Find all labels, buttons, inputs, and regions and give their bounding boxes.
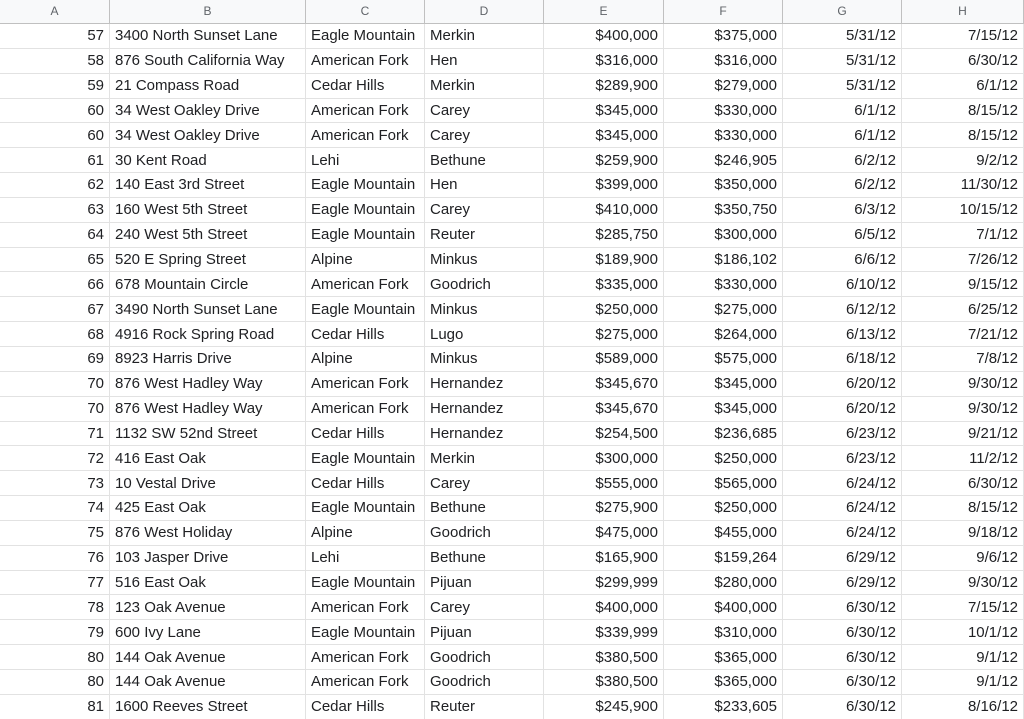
column-header-g[interactable]: G (783, 0, 902, 23)
cell-agent[interactable]: Goodrich (425, 670, 544, 694)
cell-agent[interactable]: Goodrich (425, 272, 544, 296)
cell-sale-price[interactable]: $330,000 (664, 272, 783, 296)
cell-row-id[interactable]: 67 (0, 297, 110, 321)
cell-sale-price[interactable]: $365,000 (664, 645, 783, 669)
cell-sale-date[interactable]: 6/25/12 (902, 297, 1024, 321)
cell-sale-price[interactable]: $350,750 (664, 198, 783, 222)
table-row (0, 645, 1024, 670)
cell-list-price[interactable]: $254,500 (544, 422, 664, 446)
cell-row-id[interactable]: 71 (0, 422, 110, 446)
cell-sale-date[interactable]: 8/16/12 (902, 695, 1024, 719)
cell-sale-price[interactable]: $345,000 (664, 397, 783, 421)
cell-agent[interactable]: Carey (425, 198, 544, 222)
cell-sale-date[interactable]: 7/1/12 (902, 223, 1024, 247)
cell-sale-date[interactable]: 10/1/12 (902, 620, 1024, 644)
cell-list-date[interactable]: 6/20/12 (783, 372, 902, 396)
cell-sale-date[interactable]: 6/1/12 (902, 74, 1024, 98)
cell-row-id[interactable]: 73 (0, 471, 110, 495)
cell-sale-date[interactable]: 9/21/12 (902, 422, 1024, 446)
cell-city[interactable]: Lehi (306, 546, 425, 570)
cell-list-price[interactable]: $589,000 (544, 347, 664, 371)
cell-list-date[interactable]: 5/31/12 (783, 24, 902, 48)
cell-address[interactable]: 1600 Reeves Street (110, 695, 306, 719)
cell-list-date[interactable]: 6/5/12 (783, 223, 902, 247)
cell-row-id[interactable]: 60 (0, 123, 110, 147)
cell-sale-price[interactable]: $246,905 (664, 148, 783, 172)
cell-city[interactable]: Cedar Hills (306, 422, 425, 446)
cell-list-price[interactable]: $555,000 (544, 471, 664, 495)
cell-list-price[interactable]: $165,900 (544, 546, 664, 570)
cell-row-id[interactable]: 81 (0, 695, 110, 719)
cell-sale-price[interactable]: $350,000 (664, 173, 783, 197)
cell-sale-price[interactable]: $279,000 (664, 74, 783, 98)
cell-city[interactable]: American Fork (306, 49, 425, 73)
cell-city[interactable]: Eagle Mountain (306, 571, 425, 595)
column-header-h[interactable]: H (902, 0, 1024, 23)
cell-list-price[interactable]: $275,900 (544, 496, 664, 520)
cell-sale-date[interactable]: 9/30/12 (902, 397, 1024, 421)
cell-list-date[interactable]: 5/31/12 (783, 74, 902, 98)
cell-address[interactable]: 34 West Oakley Drive (110, 123, 306, 147)
cell-list-price[interactable]: $299,999 (544, 571, 664, 595)
cell-sale-date[interactable]: 7/26/12 (902, 248, 1024, 272)
cell-agent[interactable]: Carey (425, 99, 544, 123)
cell-list-price[interactable]: $400,000 (544, 595, 664, 619)
cell-address[interactable]: 30 Kent Road (110, 148, 306, 172)
cell-list-date[interactable]: 5/31/12 (783, 49, 902, 73)
cell-list-date[interactable]: 6/24/12 (783, 471, 902, 495)
cell-sale-price[interactable]: $330,000 (664, 123, 783, 147)
cell-city[interactable]: Cedar Hills (306, 471, 425, 495)
cell-row-id[interactable]: 68 (0, 322, 110, 346)
cell-sale-date[interactable]: 9/30/12 (902, 571, 1024, 595)
cell-list-date[interactable]: 6/2/12 (783, 148, 902, 172)
cell-city[interactable]: Eagle Mountain (306, 446, 425, 470)
cell-sale-price[interactable]: $159,264 (664, 546, 783, 570)
cell-agent[interactable]: Reuter (425, 223, 544, 247)
cell-list-price[interactable]: $410,000 (544, 198, 664, 222)
cell-agent[interactable]: Merkin (425, 74, 544, 98)
cell-list-date[interactable]: 6/30/12 (783, 645, 902, 669)
cell-address[interactable]: 144 Oak Avenue (110, 670, 306, 694)
cell-address[interactable]: 8923 Harris Drive (110, 347, 306, 371)
cell-row-id[interactable]: 62 (0, 173, 110, 197)
cell-agent[interactable]: Merkin (425, 24, 544, 48)
cell-agent[interactable]: Pijuan (425, 571, 544, 595)
cell-sale-date[interactable]: 6/30/12 (902, 49, 1024, 73)
cell-city[interactable]: American Fork (306, 272, 425, 296)
cell-agent[interactable]: Hernandez (425, 422, 544, 446)
column-header-d[interactable]: D (425, 0, 544, 23)
cell-sale-date[interactable]: 8/15/12 (902, 99, 1024, 123)
table-row (0, 148, 1024, 173)
cell-agent[interactable]: Merkin (425, 446, 544, 470)
table-row (0, 322, 1024, 347)
table-row (0, 397, 1024, 422)
cell-agent[interactable]: Carey (425, 123, 544, 147)
cell-list-date[interactable]: 6/30/12 (783, 670, 902, 694)
cell-city[interactable]: Eagle Mountain (306, 173, 425, 197)
cell-sale-price[interactable]: $400,000 (664, 595, 783, 619)
cell-address[interactable]: 600 Ivy Lane (110, 620, 306, 644)
cell-row-id[interactable]: 70 (0, 397, 110, 421)
cell-address[interactable]: 520 E Spring Street (110, 248, 306, 272)
table-row (0, 670, 1024, 695)
table-row (0, 74, 1024, 99)
cell-list-date[interactable]: 6/29/12 (783, 546, 902, 570)
cell-agent[interactable]: Hernandez (425, 372, 544, 396)
cell-list-date[interactable]: 6/18/12 (783, 347, 902, 371)
cell-row-id[interactable]: 58 (0, 49, 110, 73)
cell-sale-price[interactable]: $345,000 (664, 372, 783, 396)
cell-row-id[interactable]: 65 (0, 248, 110, 272)
cell-row-id[interactable]: 75 (0, 521, 110, 545)
cell-sale-date[interactable]: 9/30/12 (902, 372, 1024, 396)
cell-list-price[interactable]: $250,000 (544, 297, 664, 321)
column-header-e[interactable]: E (544, 0, 664, 23)
cell-row-id[interactable]: 64 (0, 223, 110, 247)
cell-sale-price[interactable]: $250,000 (664, 496, 783, 520)
cell-sale-price[interactable]: $233,605 (664, 695, 783, 719)
cell-list-price[interactable]: $300,000 (544, 446, 664, 470)
cell-row-id[interactable]: 76 (0, 546, 110, 570)
cell-city[interactable]: American Fork (306, 595, 425, 619)
cell-agent[interactable]: Lugo (425, 322, 544, 346)
cell-address[interactable]: 1132 SW 52nd Street (110, 422, 306, 446)
cell-list-date[interactable]: 6/24/12 (783, 496, 902, 520)
table-row (0, 24, 1024, 49)
cell-sale-price[interactable]: $310,000 (664, 620, 783, 644)
cell-sale-price[interactable]: $365,000 (664, 670, 783, 694)
cell-agent[interactable]: Goodrich (425, 521, 544, 545)
cell-list-price[interactable]: $475,000 (544, 521, 664, 545)
table-row (0, 248, 1024, 273)
cell-list-price[interactable]: $275,000 (544, 322, 664, 346)
cell-list-date[interactable]: 6/3/12 (783, 198, 902, 222)
column-header-b[interactable]: B (110, 0, 306, 23)
cell-agent[interactable]: Goodrich (425, 645, 544, 669)
table-row (0, 272, 1024, 297)
cell-city[interactable]: American Fork (306, 397, 425, 421)
cell-agent[interactable]: Bethune (425, 496, 544, 520)
cell-city[interactable]: Cedar Hills (306, 695, 425, 719)
table-row (0, 496, 1024, 521)
cell-list-date[interactable]: 6/13/12 (783, 322, 902, 346)
cell-list-price[interactable]: $339,999 (544, 620, 664, 644)
cell-sale-price[interactable]: $186,102 (664, 248, 783, 272)
cell-address[interactable]: 4916 Rock Spring Road (110, 322, 306, 346)
cell-address[interactable]: 103 Jasper Drive (110, 546, 306, 570)
cell-row-id[interactable]: 69 (0, 347, 110, 371)
cell-address[interactable]: 876 South California Way (110, 49, 306, 73)
cell-sale-date[interactable]: 7/15/12 (902, 595, 1024, 619)
cell-sale-date[interactable]: 7/15/12 (902, 24, 1024, 48)
cell-sale-date[interactable]: 9/1/12 (902, 670, 1024, 694)
cell-address[interactable]: 123 Oak Avenue (110, 595, 306, 619)
cell-list-date[interactable]: 6/12/12 (783, 297, 902, 321)
cell-list-date[interactable]: 6/24/12 (783, 521, 902, 545)
cell-address[interactable]: 160 West 5th Street (110, 198, 306, 222)
cell-row-id[interactable]: 59 (0, 74, 110, 98)
table-row (0, 571, 1024, 596)
cell-address[interactable]: 416 East Oak (110, 446, 306, 470)
cell-sale-date[interactable]: 6/30/12 (902, 471, 1024, 495)
cell-city[interactable]: American Fork (306, 645, 425, 669)
cell-sale-price[interactable]: $575,000 (664, 347, 783, 371)
cell-sale-price[interactable]: $455,000 (664, 521, 783, 545)
cell-city[interactable]: American Fork (306, 372, 425, 396)
cell-address[interactable]: 876 West Holiday (110, 521, 306, 545)
cell-city[interactable]: Eagle Mountain (306, 496, 425, 520)
cell-agent[interactable]: Carey (425, 595, 544, 619)
column-header-c[interactable]: C (306, 0, 425, 23)
cell-sale-price[interactable]: $300,000 (664, 223, 783, 247)
cell-list-price[interactable]: $245,900 (544, 695, 664, 719)
cell-sale-date[interactable]: 8/15/12 (902, 123, 1024, 147)
cell-address[interactable]: 21 Compass Road (110, 74, 306, 98)
cell-list-date[interactable]: 6/20/12 (783, 397, 902, 421)
cell-sale-price[interactable]: $330,000 (664, 99, 783, 123)
cell-sale-price[interactable]: $236,685 (664, 422, 783, 446)
cell-row-id[interactable]: 80 (0, 670, 110, 694)
cell-sale-date[interactable]: 9/18/12 (902, 521, 1024, 545)
cell-address[interactable]: 425 East Oak (110, 496, 306, 520)
cell-sale-price[interactable]: $280,000 (664, 571, 783, 595)
cell-city[interactable]: Lehi (306, 148, 425, 172)
table-row (0, 620, 1024, 645)
cell-row-id[interactable]: 72 (0, 446, 110, 470)
cell-sale-date[interactable]: 7/21/12 (902, 322, 1024, 346)
cell-list-price[interactable]: $399,000 (544, 173, 664, 197)
table-row (0, 297, 1024, 322)
cell-city[interactable]: Alpine (306, 248, 425, 272)
table-row (0, 347, 1024, 372)
cell-row-id[interactable]: 78 (0, 595, 110, 619)
table-row (0, 123, 1024, 148)
cell-address[interactable]: 3400 North Sunset Lane (110, 24, 306, 48)
cell-sale-date[interactable]: 9/6/12 (902, 546, 1024, 570)
cell-city[interactable]: Cedar Hills (306, 74, 425, 98)
column-header-a[interactable]: A (0, 0, 110, 23)
cell-list-price[interactable]: $345,000 (544, 99, 664, 123)
cell-agent[interactable]: Hernandez (425, 397, 544, 421)
cell-list-date[interactable]: 6/1/12 (783, 123, 902, 147)
cell-agent[interactable]: Minkus (425, 248, 544, 272)
table-row (0, 99, 1024, 124)
cell-city[interactable]: Cedar Hills (306, 322, 425, 346)
cell-sale-date[interactable]: 11/30/12 (902, 173, 1024, 197)
cell-list-date[interactable]: 6/30/12 (783, 620, 902, 644)
table-row (0, 471, 1024, 496)
cell-sale-date[interactable]: 9/1/12 (902, 645, 1024, 669)
cell-list-price[interactable]: $380,500 (544, 645, 664, 669)
cell-city[interactable]: American Fork (306, 99, 425, 123)
table-row (0, 695, 1024, 719)
cell-sale-date[interactable]: 10/15/12 (902, 198, 1024, 222)
cell-row-id[interactable]: 79 (0, 620, 110, 644)
table-row (0, 372, 1024, 397)
cell-address[interactable]: 240 West 5th Street (110, 223, 306, 247)
cell-address[interactable]: 876 West Hadley Way (110, 372, 306, 396)
cell-address[interactable]: 678 Mountain Circle (110, 272, 306, 296)
table-row (0, 49, 1024, 74)
cell-sale-price[interactable]: $375,000 (664, 24, 783, 48)
cell-list-price[interactable]: $285,750 (544, 223, 664, 247)
cell-address[interactable]: 876 West Hadley Way (110, 397, 306, 421)
cell-agent[interactable]: Reuter (425, 695, 544, 719)
cell-agent[interactable]: Hen (425, 49, 544, 73)
cell-list-date[interactable]: 6/2/12 (783, 173, 902, 197)
cell-list-date[interactable]: 6/23/12 (783, 422, 902, 446)
cell-agent[interactable]: Hen (425, 173, 544, 197)
cell-row-id[interactable]: 57 (0, 24, 110, 48)
cell-address[interactable]: 144 Oak Avenue (110, 645, 306, 669)
table-row (0, 446, 1024, 471)
cell-list-price[interactable]: $380,500 (544, 670, 664, 694)
table-row (0, 422, 1024, 447)
table-row (0, 546, 1024, 571)
cell-sale-date[interactable]: 8/15/12 (902, 496, 1024, 520)
cell-agent[interactable]: Pijuan (425, 620, 544, 644)
cell-sale-price[interactable]: $264,000 (664, 322, 783, 346)
cell-list-price[interactable]: $345,670 (544, 397, 664, 421)
cell-city[interactable]: Eagle Mountain (306, 297, 425, 321)
cell-city[interactable]: Eagle Mountain (306, 223, 425, 247)
cell-row-id[interactable]: 63 (0, 198, 110, 222)
cell-list-date[interactable]: 6/6/12 (783, 248, 902, 272)
cell-list-date[interactable]: 6/23/12 (783, 446, 902, 470)
cell-list-price[interactable]: $289,900 (544, 74, 664, 98)
cell-list-price[interactable]: $259,900 (544, 148, 664, 172)
cell-city[interactable]: Eagle Mountain (306, 198, 425, 222)
table-row (0, 521, 1024, 546)
cell-sale-date[interactable]: 9/15/12 (902, 272, 1024, 296)
cell-row-id[interactable]: 66 (0, 272, 110, 296)
table-row (0, 173, 1024, 198)
cell-address[interactable]: 3490 North Sunset Lane (110, 297, 306, 321)
cell-list-price[interactable]: $400,000 (544, 24, 664, 48)
cell-list-price[interactable]: $345,000 (544, 123, 664, 147)
table-row (0, 595, 1024, 620)
cell-row-id[interactable]: 61 (0, 148, 110, 172)
cell-city[interactable]: Alpine (306, 521, 425, 545)
table-row (0, 198, 1024, 223)
cell-grid (0, 24, 1024, 719)
cell-address[interactable]: 10 Vestal Drive (110, 471, 306, 495)
cell-city[interactable]: American Fork (306, 670, 425, 694)
cell-city[interactable]: Alpine (306, 347, 425, 371)
cell-sale-date[interactable]: 7/8/12 (902, 347, 1024, 371)
cell-sale-date[interactable]: 9/2/12 (902, 148, 1024, 172)
cell-list-price[interactable]: $345,670 (544, 372, 664, 396)
cell-sale-price[interactable]: $565,000 (664, 471, 783, 495)
cell-list-price[interactable]: $316,000 (544, 49, 664, 73)
column-header-row (0, 0, 1024, 24)
cell-list-date[interactable]: 6/10/12 (783, 272, 902, 296)
cell-city[interactable]: Eagle Mountain (306, 620, 425, 644)
cell-address[interactable]: 140 East 3rd Street (110, 173, 306, 197)
cell-row-id[interactable]: 80 (0, 645, 110, 669)
cell-sale-price[interactable]: $250,000 (664, 446, 783, 470)
cell-agent[interactable]: Bethune (425, 148, 544, 172)
cell-sale-date[interactable]: 11/2/12 (902, 446, 1024, 470)
cell-sale-price[interactable]: $316,000 (664, 49, 783, 73)
cell-city[interactable]: American Fork (306, 123, 425, 147)
cell-agent[interactable]: Minkus (425, 297, 544, 321)
cell-agent[interactable]: Minkus (425, 347, 544, 371)
cell-list-price[interactable]: $335,000 (544, 272, 664, 296)
cell-address[interactable]: 516 East Oak (110, 571, 306, 595)
column-header-f[interactable]: F (664, 0, 783, 23)
cell-address[interactable]: 34 West Oakley Drive (110, 99, 306, 123)
cell-list-date[interactable]: 6/30/12 (783, 695, 902, 719)
cell-row-id[interactable]: 77 (0, 571, 110, 595)
cell-city[interactable]: Eagle Mountain (306, 24, 425, 48)
table-row (0, 223, 1024, 248)
cell-list-price[interactable]: $189,900 (544, 248, 664, 272)
cell-sale-price[interactable]: $275,000 (664, 297, 783, 321)
cell-row-id[interactable]: 74 (0, 496, 110, 520)
cell-agent[interactable]: Carey (425, 471, 544, 495)
cell-list-date[interactable]: 6/30/12 (783, 595, 902, 619)
cell-agent[interactable]: Bethune (425, 546, 544, 570)
cell-row-id[interactable]: 60 (0, 99, 110, 123)
cell-row-id[interactable]: 70 (0, 372, 110, 396)
cell-list-date[interactable]: 6/29/12 (783, 571, 902, 595)
cell-list-date[interactable]: 6/1/12 (783, 99, 902, 123)
